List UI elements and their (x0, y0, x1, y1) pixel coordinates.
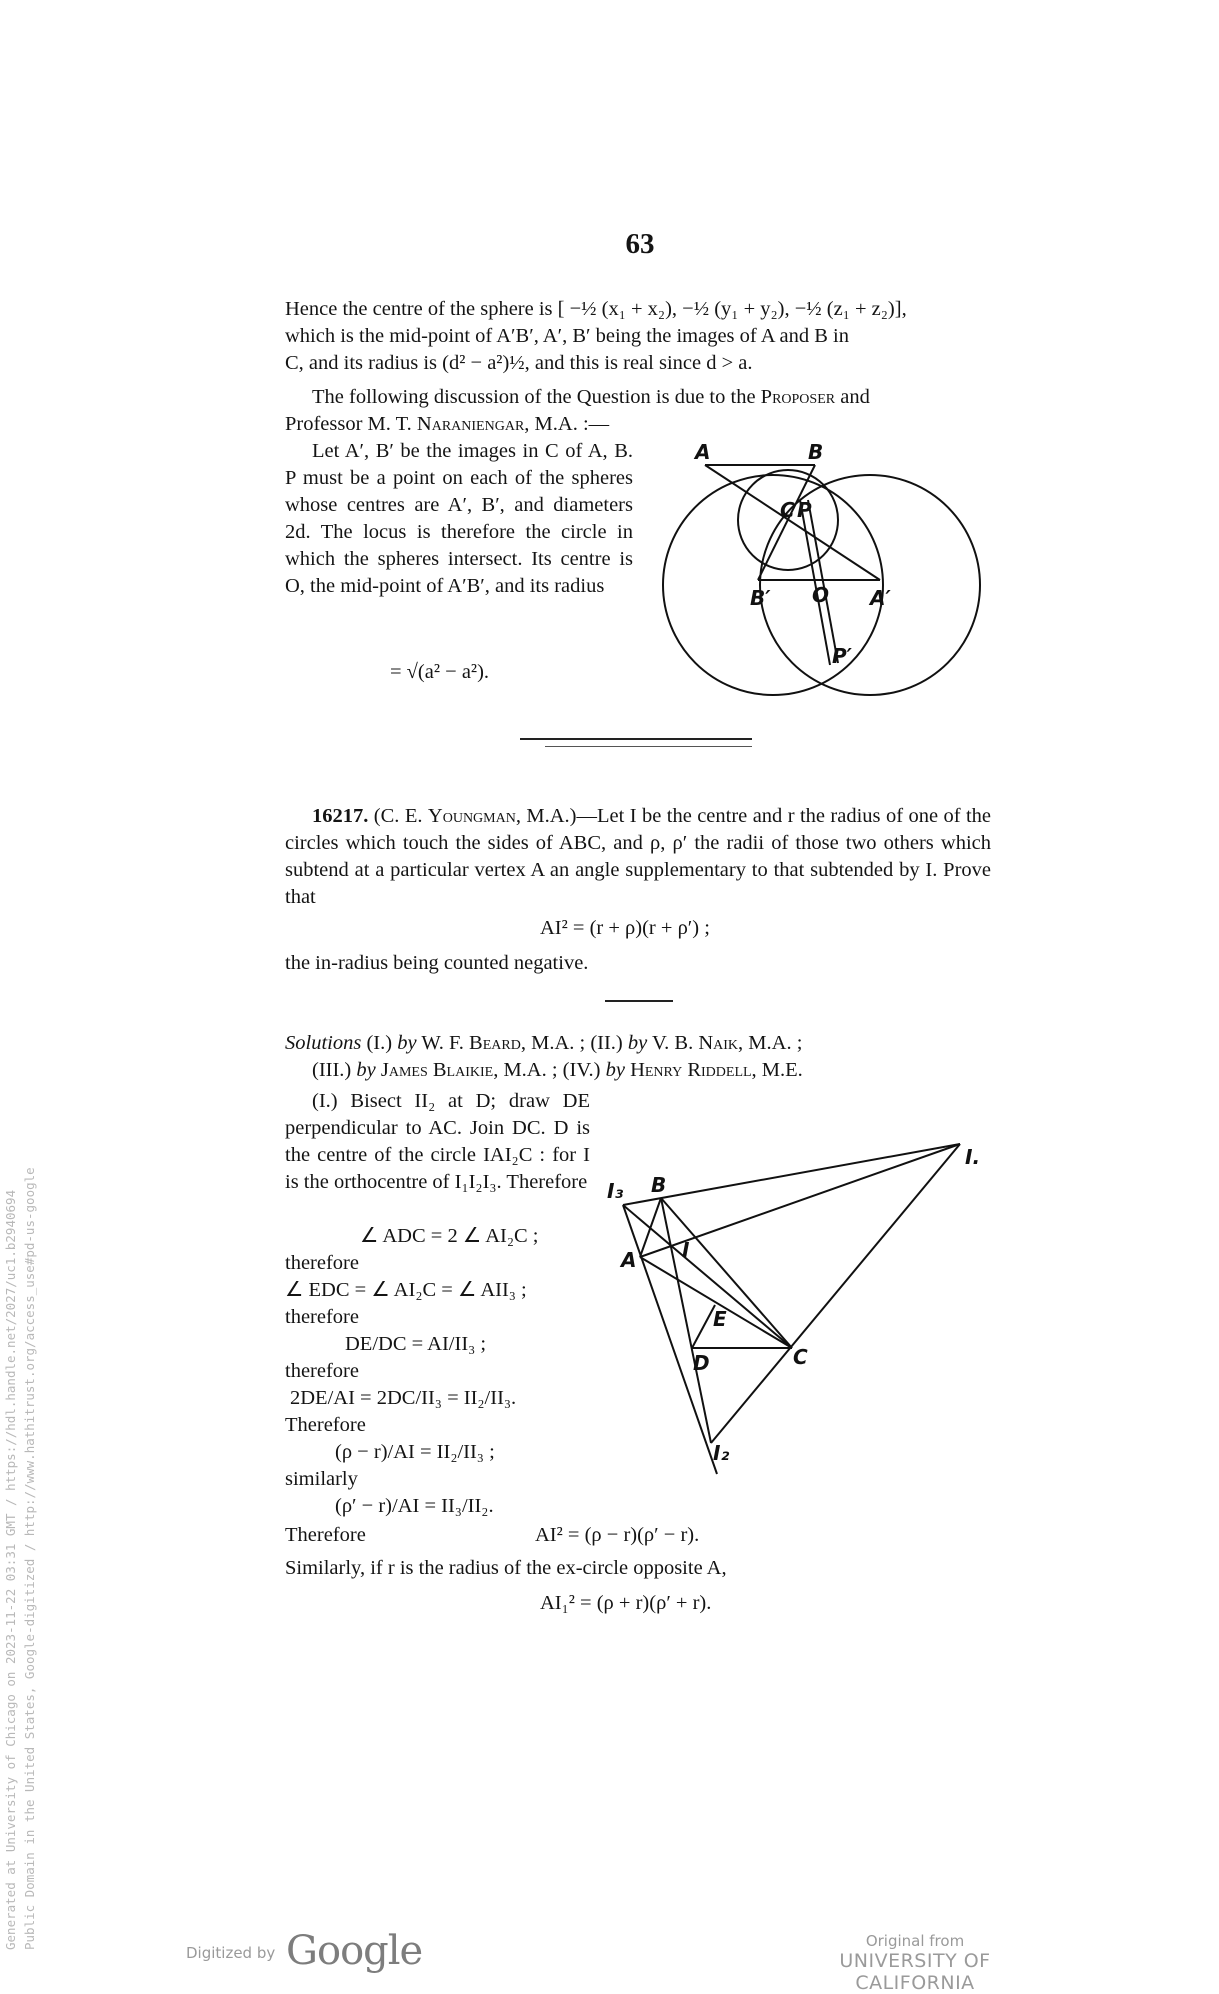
digitized-by-label: Digitized by (186, 1944, 276, 1962)
question-number: 16217. (312, 805, 369, 827)
intro-line-1: Hence the centre of the sphere is [ −½ (x₁ + x₂), −½ (y₁ + y₂), −½ (z₁ + z₂)], (285, 298, 907, 320)
fig1-label-b: B (808, 440, 824, 464)
fig2-line-a-c (640, 1257, 792, 1348)
proof-eq-5: (ρ − r)/AI = II₂/II₃ ; (335, 1441, 495, 1463)
fig1-label-o: O (812, 583, 830, 607)
discussion-body: Let A′, B′ be the images in C of A, B. P must be a point on each of the spheres whose centres are A′, B′, and diameters 2d. The locus is therefore the circle in which the spheres intersect. Its centre is O, the mid-point of A′B′, and its radius (285, 440, 633, 597)
proof-word-5: similarly (285, 1468, 358, 1490)
fig2-label-c: C (793, 1345, 808, 1369)
intro-line-2: which is the mid-point of A′B′, A′, B′ being the images of A and B in (285, 325, 850, 347)
watermark-line-2: Public Domain in the United States, Google-digitized / http://www.hathitrust.org/access_use#pd-us-google (22, 1167, 37, 1950)
original-from (780, 1932, 1050, 1994)
solver-riddell: Henry Riddell (630, 1059, 752, 1081)
question-text: Let I be the centre and r the radius of one of the circles which touch the sides of ABC, and ρ, ρ′ the radii of those two others which subtend at a particular vertex A an angle supplementary to that subtended by I. Prove that (285, 805, 991, 908)
fig1-label-bprime: B′ (750, 586, 771, 610)
fig1-label-a: A (695, 440, 711, 464)
question-16217: 16217. (C. E. Youngman, M.A.)—Let I be the centre and r the radius of one of the circles which touch the sides of ABC, and ρ, ρ′ the radii of those two others which subtend at a particular vertex A an angle supplementary to that subtended by I. Prove that (285, 805, 991, 908)
proof-body: (I.) Bisect II₂ at D; draw DE perpendicular to AC. Join DC. D is the centre of the circle IAI₂C : for I is the orthocentre of I₁I₂I₃. Therefore (285, 1090, 590, 1193)
proof-eq-2: ∠ EDC = ∠ AI₂C = ∠ AII₃ ; (285, 1279, 527, 1301)
proof-eq-3: DE/DC = AI/II₃ ; (345, 1333, 487, 1355)
fig1-label-pprime: P′ (832, 644, 852, 668)
intro-line-3: C, and its radius is (d² − a²)½, and this is real since d > a. (285, 352, 753, 374)
university-name: UNIVERSITY OF CALIFORNIA (839, 1950, 991, 1994)
question-note: the in-radius being counted negative. (285, 952, 589, 974)
proof-word-1: therefore (285, 1252, 359, 1274)
figure-triangle-diagram (607, 1130, 1005, 1490)
section-divider-secondary (545, 746, 752, 747)
fig1-line-b-bprime (758, 465, 815, 580)
fig2-label-a: A (621, 1248, 637, 1272)
fig2-label-i3: I₃ (607, 1179, 624, 1203)
proof-word-4: Therefore (285, 1414, 366, 1436)
section-divider (520, 738, 752, 740)
fig2-label-b: B (651, 1173, 667, 1197)
proposer-name: Proposer (760, 386, 836, 408)
solutions-divider (605, 1000, 673, 1002)
fig2-line-i3-i1 (623, 1144, 960, 1205)
intro-paragraph (285, 296, 991, 377)
fig2-label-i: I (682, 1238, 690, 1262)
discussion-equation: = √(a² − a²). (390, 661, 490, 683)
proof-similarly-line: Similarly, if r is the radius of the ex-circle opposite A, (285, 1557, 727, 1579)
proof-word-2: therefore (285, 1306, 359, 1328)
digitized-by-google (186, 1928, 422, 1974)
question-author: Youngman (427, 805, 516, 827)
fig2-label-i2: I₂ (713, 1441, 730, 1465)
fig1-line-p-pprime-2 (808, 500, 838, 663)
fig1-label-p: P (797, 498, 812, 522)
question-equation: AI² = (r + ρ)(r + ρ′) ; (540, 917, 710, 939)
proof-word-6: Therefore (285, 1524, 366, 1546)
fig2-label-e: E (713, 1307, 727, 1331)
proof-eq-4: 2DE/AI = 2DC/II₃ = II₂/II₃. (290, 1387, 517, 1409)
fig1-label-c: C (780, 498, 795, 522)
watermark-line-1: Generated at University of Chicago on 2023-11-22 03:31 GMT / https://hdl.handle.net/2027/uc1.b2940694 (3, 1189, 18, 1950)
proof-eq-7: AI² = (ρ − r)(ρ′ − r). (535, 1524, 700, 1546)
proof-word-3: therefore (285, 1360, 359, 1382)
solver-beard: Beard (469, 1032, 521, 1054)
proof-eq-1: ∠ ADC = 2 ∠ AI₂C ; (360, 1225, 539, 1247)
figure-spheres-diagram (650, 440, 990, 695)
solver-naik: Naik (698, 1032, 739, 1054)
fig2-label-d: D (693, 1351, 710, 1375)
discussion-attribution: The following discussion of the Question is due to the Proposer and Professor M. T. Naraniengar, M.A. :— (285, 386, 870, 435)
original-from-label: Original from (865, 1932, 965, 1950)
page-number: 63 (625, 228, 655, 260)
solver-blaikie: James Blaikie (380, 1059, 494, 1081)
proof-eq-8: AI₁² = (ρ + r)(ρ′ + r). (540, 1592, 712, 1614)
professor-name: Naraniengar (416, 413, 525, 435)
proof-eq-6: (ρ′ − r)/AI = II₃/II₂. (335, 1495, 494, 1517)
fig1-label-aprime: A′ (870, 586, 891, 610)
fig2-line-d-e (692, 1305, 715, 1348)
google-logo: Google (286, 1928, 423, 1974)
solutions-label: Solutions (285, 1032, 362, 1054)
fig2-label-i1: I. (965, 1145, 981, 1169)
solutions-attribution: Solutions (I.) by W. F. Beard, M.A. ; (II.) by V. B. Naik, M.A. ; (III.) by James Blaikie, M.A. ; (IV.) by Henry Riddell, M.E. (285, 1032, 803, 1081)
